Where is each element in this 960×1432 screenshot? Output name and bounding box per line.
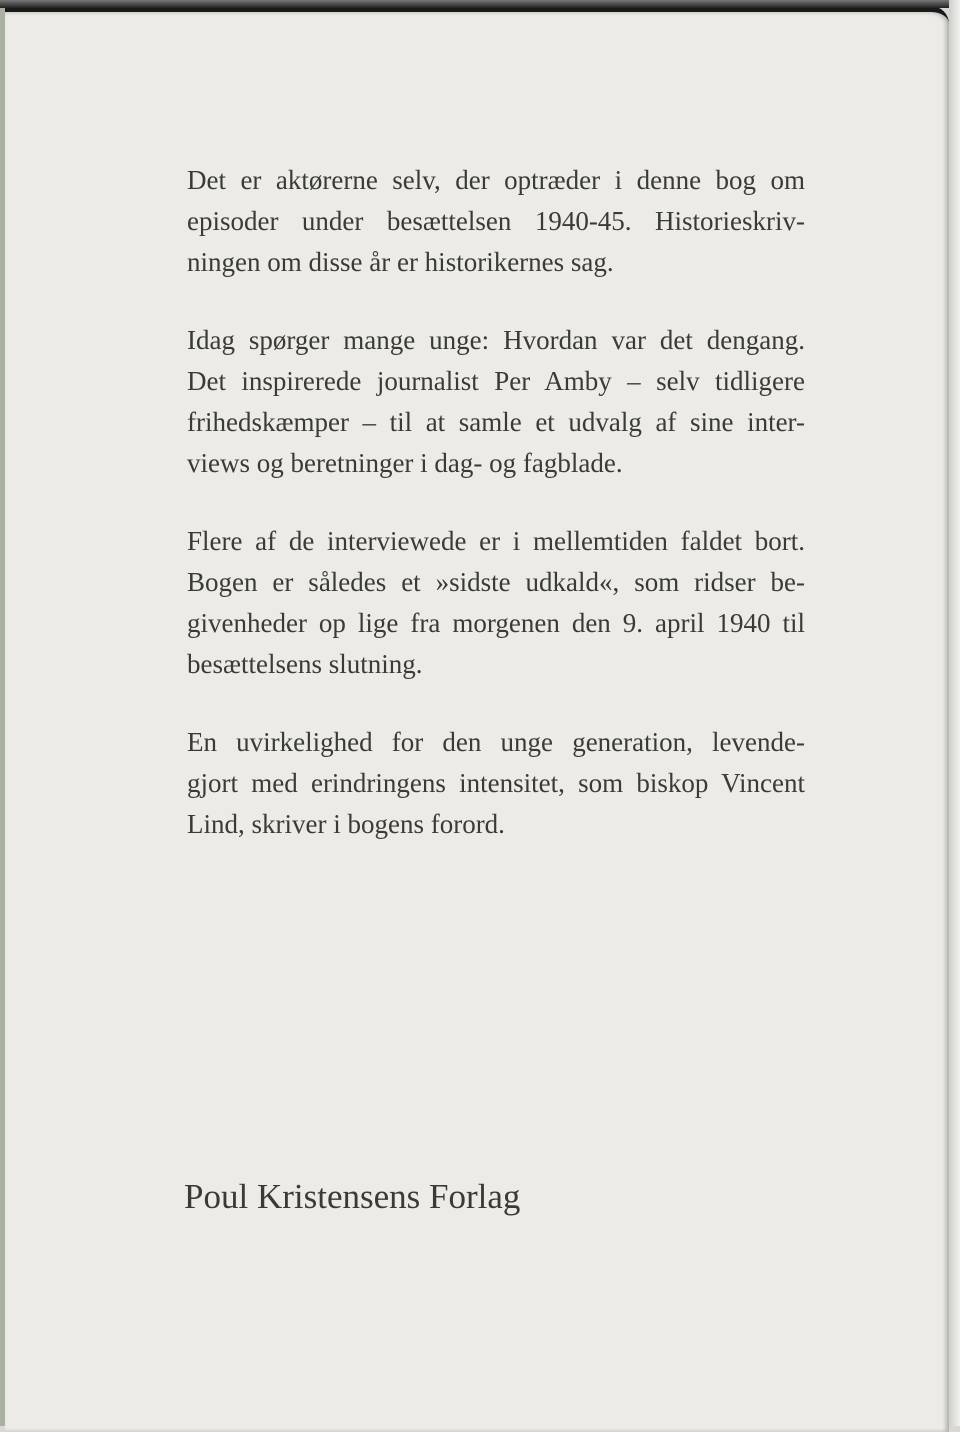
text-line: ningen om disse år er historikernes sag. (187, 247, 614, 277)
paragraph-1 (187, 160, 805, 283)
text-line: Idag spørger mange unge: Hvordan var det dengang. (187, 325, 805, 355)
text-line: besættelsens slutning. (187, 649, 423, 679)
text-line: Lind, skriver i bogens forord. (187, 809, 505, 839)
text-line: episoder under besættelsen 1940-45. Historieskriv- (187, 206, 805, 236)
text-line: Flere af de interviewede er i mellemtiden faldet bort. (187, 526, 805, 556)
text-line: Det inspirerede journalist Per Amby – selv tidligere (187, 366, 805, 396)
text-line: gjort med erindringens intensitet, som biskop Vincent (187, 768, 805, 798)
text-line: views og beretninger i dag- og fagblade. (187, 448, 623, 478)
paragraph-3 (187, 521, 805, 685)
text-line: frihedskæmper – til at samle et udvalg af sine inter- (187, 407, 805, 437)
paragraph-2 (187, 320, 805, 484)
paragraph-4 (187, 722, 805, 845)
publisher-name: Poul Kristensens Forlag (184, 1177, 521, 1216)
book-right-edge (949, 0, 960, 1426)
blurb-text (187, 160, 805, 882)
text-line: givenheder op lige fra morgenen den 9. april 1940 til (187, 608, 805, 638)
text-line: Det er aktørerne selv, der optræder i denne bog om (187, 165, 805, 195)
book-top-edge (0, 0, 960, 8)
text-line: Bogen er således et »sidste udkald«, som ridser be- (187, 567, 805, 597)
text-line: En uvirkelighed for den unge generation, levende- (187, 727, 805, 757)
